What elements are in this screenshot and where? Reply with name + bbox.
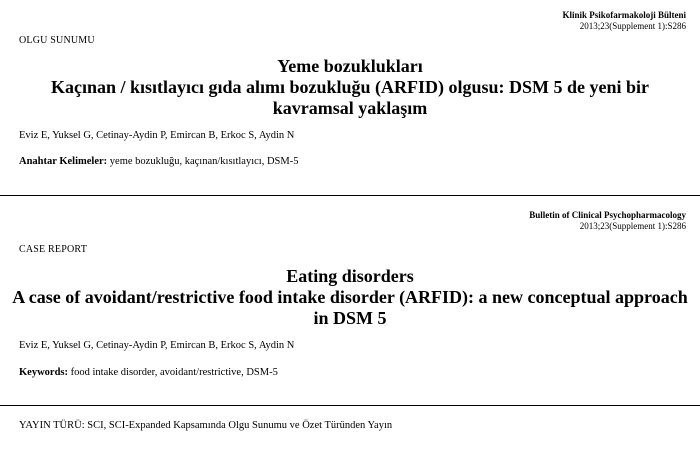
article-title-tr	[10, 56, 690, 119]
keywords-value-tr: yeme bozukluğu, kaçınan/kısıtlayıcı, DSM-5	[109, 156, 299, 167]
section-type-en: CASE REPORT	[19, 244, 88, 255]
title-line2-tr: Kaçınan / kısıtlayıcı gıda alımı bozukluğu (ARFID) olgusu: DSM 5 de yeni bir kavramsal yaklaşım	[50, 77, 650, 118]
section-divider-1	[0, 195, 700, 196]
section-type-tr: OLGU SUNUMU	[19, 35, 95, 46]
section-divider-2	[0, 405, 700, 406]
article-title-en	[10, 266, 690, 329]
keywords-label-tr: Anahtar Kelimeler:	[19, 156, 108, 167]
keywords-tr	[19, 156, 298, 167]
authors-tr: Eviz E, Yuksel G, Cetinay-Aydin P, Emircan B, Erkoc S, Aydin N	[19, 130, 295, 141]
journal-header-tr	[562, 10, 686, 32]
publication-type: YAYIN TÜRÜ: SCI, SCI-Expanded Kapsamında Olgu Sunumu ve Özet Türünden Yayın	[19, 420, 393, 431]
title-line1-en: Eating disorders	[286, 266, 414, 286]
journal-issue-en: 2013;23(Supplement 1):S286	[579, 221, 686, 231]
journal-header-en	[529, 210, 686, 232]
title-line1-tr: Yeme bozuklukları	[277, 56, 423, 76]
title-line2-en: A case of avoidant/restrictive food intake disorder (ARFID): a new conceptual approach in DSM 5	[12, 287, 688, 328]
keywords-en	[19, 367, 278, 378]
keywords-label-en: Keywords:	[19, 367, 68, 378]
keywords-value-en: food intake disorder, avoidant/restrictive, DSM-5	[70, 367, 278, 378]
journal-name-en: Bulletin of Clinical Psychopharmacology	[529, 210, 686, 220]
journal-issue-tr: 2013;23(Supplement 1):S286	[579, 21, 686, 31]
authors-en: Eviz E, Yuksel G, Cetinay-Aydin P, Emircan B, Erkoc S, Aydin N	[19, 340, 295, 351]
journal-name-tr: Klinik Psikofarmakoloji Bülteni	[562, 10, 686, 20]
